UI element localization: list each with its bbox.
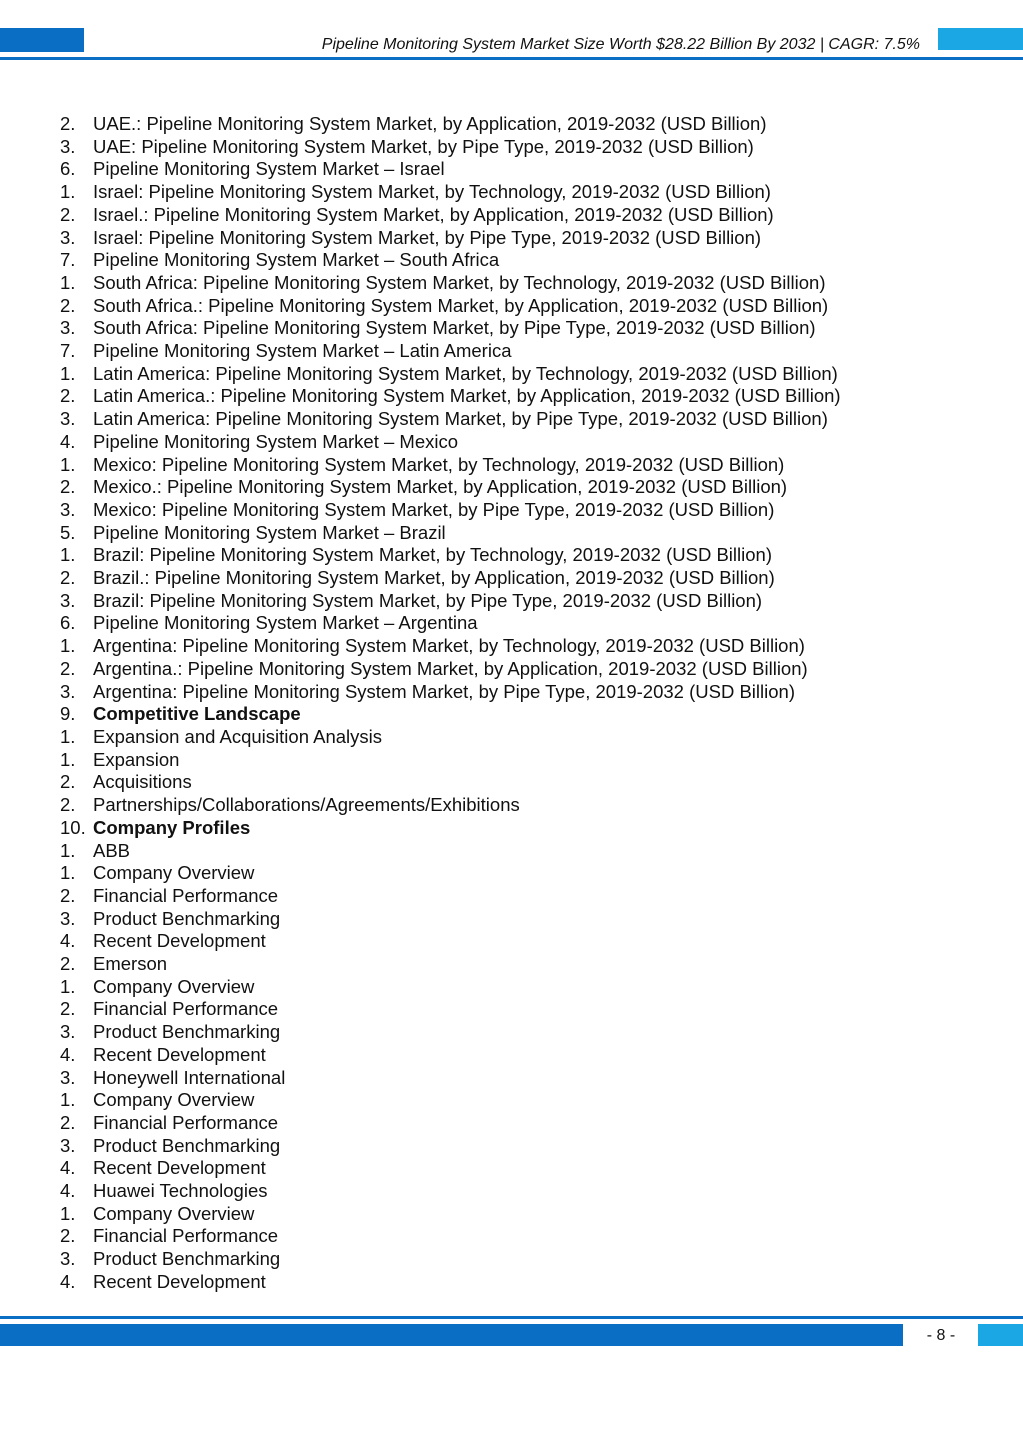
toc-entry — [60, 249, 841, 272]
toc-entry-text: Mexico.: Pipeline Monitoring System Market, by Application, 2019-2032 (USD Billion) — [93, 476, 788, 498]
toc-entry-number: 3. — [60, 135, 76, 157]
toc-entry — [60, 612, 841, 635]
toc-entry — [60, 1067, 841, 1090]
toc-entry — [60, 885, 841, 908]
toc-entry-text: Recent Development — [93, 1270, 266, 1292]
toc-entry-number: 3. — [60, 1248, 76, 1270]
toc-entry-text: Financial Performance — [93, 998, 279, 1020]
toc-entry-text: Argentina.: Pipeline Monitoring System Market, by Application, 2019-2032 (USD Billion) — [93, 657, 808, 679]
toc-entry-number: 6. — [60, 612, 76, 634]
toc-entry — [60, 158, 841, 181]
toc-entry — [60, 998, 841, 1021]
toc-entry-number: 2. — [60, 794, 76, 816]
toc-entry-text: Expansion and Acquisition Analysis — [93, 725, 382, 747]
toc-entry — [60, 658, 841, 681]
toc-entry-text: South Africa: Pipeline Monitoring System Market, by Pipe Type, 2019-2032 (USD Billion) — [93, 317, 816, 339]
toc-entry-number: 2. — [60, 385, 76, 407]
toc-entry — [60, 431, 841, 454]
toc-entry — [60, 771, 841, 794]
header-accent-bar-right — [938, 28, 1023, 50]
toc-entry-text: Product Benchmarking — [93, 1134, 281, 1156]
toc-entry-text: South Africa: Pipeline Monitoring System Market, by Technology, 2019-2032 (USD Billion) — [93, 271, 826, 293]
toc-entry-text: UAE: Pipeline Monitoring System Market, by Pipe Type, 2019-2032 (USD Billion) — [93, 135, 754, 157]
toc-entry — [60, 227, 841, 250]
toc-entry-number: 2. — [60, 771, 76, 793]
toc-entry — [60, 136, 841, 159]
toc-entry — [60, 181, 841, 204]
toc-entry — [60, 567, 841, 590]
toc-entry-number: 1. — [60, 271, 76, 293]
toc-entry-number: 3. — [60, 498, 76, 520]
toc-entry — [60, 749, 841, 772]
footer-divider — [0, 1316, 1023, 1319]
toc-entry-number: 1. — [60, 975, 76, 997]
toc-entry-number: 1. — [60, 635, 76, 657]
toc-entry — [60, 499, 841, 522]
toc-entry — [60, 953, 841, 976]
header-divider — [0, 57, 1023, 60]
toc-entry-number: 2. — [60, 1225, 76, 1247]
toc-entry — [60, 1248, 841, 1271]
toc-entry — [60, 590, 841, 613]
toc-entry-text: Israel: Pipeline Monitoring System Market, by Technology, 2019-2032 (USD Billion) — [93, 181, 771, 203]
toc-entry — [60, 544, 841, 567]
toc-entry-number: 1. — [60, 748, 76, 770]
toc-entry-text: Brazil.: Pipeline Monitoring System Market, by Application, 2019-2032 (USD Billion) — [93, 567, 775, 589]
footer-accent-bar-right — [978, 1324, 1023, 1346]
toc-entry — [60, 204, 841, 227]
toc-entry-text: Israel: Pipeline Monitoring System Market, by Pipe Type, 2019-2032 (USD Billion) — [93, 226, 762, 248]
toc-entry-number: 3. — [60, 1134, 76, 1156]
toc-entry-number: 4. — [60, 930, 76, 952]
toc-entry — [60, 794, 841, 817]
toc-entry-text: Financial Performance — [93, 884, 279, 906]
toc-entry — [60, 817, 841, 840]
toc-entry-number: 1. — [60, 1202, 76, 1224]
toc-entry — [60, 522, 841, 545]
toc-entry-text: Pipeline Monitoring System Market – Israel — [93, 158, 445, 180]
toc-entry-number: 1. — [60, 839, 76, 861]
toc-entry-number: 1. — [60, 453, 76, 475]
toc-entry-number: 1. — [60, 1089, 76, 1111]
toc-entry-text: Pipeline Monitoring System Market – Brazil — [93, 521, 446, 543]
footer-accent-bar-left — [0, 1324, 903, 1346]
toc-entry-number: 7. — [60, 340, 76, 362]
toc-entry-text: Expansion — [93, 748, 180, 770]
toc-entry-text: Recent Development — [93, 930, 266, 952]
toc-entry-number: 3. — [60, 1021, 76, 1043]
toc-entry — [60, 1203, 841, 1226]
toc-entry-number: 2. — [60, 657, 76, 679]
toc-entry — [60, 317, 841, 340]
toc-entry-text: Pipeline Monitoring System Market – Mexico — [93, 430, 459, 452]
toc-entry-text: Emerson — [93, 953, 168, 975]
toc-entry — [60, 726, 841, 749]
toc-entry — [60, 295, 841, 318]
toc-entry-number: 2. — [60, 953, 76, 975]
toc-entry-text: Pipeline Monitoring System Market – Argentina — [93, 612, 478, 634]
toc-entry — [60, 385, 841, 408]
toc-entry-text: Competitive Landscape — [93, 703, 301, 725]
toc-entry-number: 5. — [60, 521, 76, 543]
toc-entry — [60, 681, 841, 704]
toc-entry-text: Mexico: Pipeline Monitoring System Market, by Pipe Type, 2019-2032 (USD Billion) — [93, 498, 775, 520]
toc-entry-text: Recent Development — [93, 1043, 266, 1065]
toc-entry-number: 2. — [60, 113, 76, 134]
toc-entry-text: Argentina: Pipeline Monitoring System Market, by Pipe Type, 2019-2032 (USD Billion) — [93, 680, 795, 702]
page-header-title: Pipeline Monitoring System Market Size Worth $28.22 Billion By 2032 | CAGR: 7.5% — [321, 36, 920, 53]
toc-entry-number: 3. — [60, 408, 76, 430]
toc-entry-text: Company Overview — [93, 1202, 255, 1224]
toc-entry-text: Partnerships/Collaborations/Agreements/Exhibitions — [93, 794, 520, 816]
toc-entry — [60, 1089, 841, 1112]
toc-entry-text: Israel.: Pipeline Monitoring System Market, by Application, 2019-2032 (USD Billion) — [93, 203, 774, 225]
toc-entry-text: ABB — [93, 839, 131, 861]
toc-entry-number: 6. — [60, 158, 76, 180]
toc-entry — [60, 1021, 841, 1044]
toc-entry-number: 2. — [60, 567, 76, 589]
header-accent-bar-left — [0, 28, 84, 52]
toc-entry-number: 10. — [60, 816, 86, 838]
toc-entry-number: 4. — [60, 1270, 76, 1292]
toc-entry-text: Honeywell International — [93, 1066, 286, 1088]
toc-entry-number: 1. — [60, 862, 76, 884]
toc-entry-number: 3. — [60, 317, 76, 339]
toc-entry-text: Brazil: Pipeline Monitoring System Market, by Technology, 2019-2032 (USD Billion) — [93, 544, 772, 566]
toc-entry-text: UAE.: Pipeline Monitoring System Market, by Application, 2019-2032 (USD Billion) — [93, 113, 767, 134]
toc-entry — [60, 930, 841, 953]
toc-entry-number: 3. — [60, 1066, 76, 1088]
toc-entry-number: 2. — [60, 1111, 76, 1133]
toc-entry — [60, 703, 841, 726]
toc-entry-text: Latin America: Pipeline Monitoring System Market, by Pipe Type, 2019-2032 (USD Billion) — [93, 408, 828, 430]
toc-entry-number: 7. — [60, 249, 76, 271]
toc-entry — [60, 908, 841, 931]
toc-entry-number: 1. — [60, 725, 76, 747]
toc-entry-text: Argentina: Pipeline Monitoring System Market, by Technology, 2019-2032 (USD Billion) — [93, 635, 805, 657]
toc-entry-number: 1. — [60, 362, 76, 384]
toc-entry-text: Acquisitions — [93, 771, 192, 793]
toc-entry-number: 4. — [60, 1180, 76, 1202]
toc-entry-text: Pipeline Monitoring System Market – Latin America — [93, 340, 512, 362]
toc-entry-number: 3. — [60, 680, 76, 702]
toc-entry-number: 2. — [60, 203, 76, 225]
toc-entry-number: 1. — [60, 181, 76, 203]
toc-entry-text: Financial Performance — [93, 1225, 279, 1247]
toc-entry — [60, 1225, 841, 1248]
toc-entry — [60, 1135, 841, 1158]
toc-entry-number: 3. — [60, 589, 76, 611]
toc-entry-text: Latin America.: Pipeline Monitoring System Market, by Application, 2019-2032 (USD Billion) — [93, 385, 841, 407]
toc-entry-text: Company Overview — [93, 975, 255, 997]
toc-entry-number: 2. — [60, 294, 76, 316]
toc-entry — [60, 840, 841, 863]
toc-entry — [60, 340, 841, 363]
toc-entry-number: 1. — [60, 544, 76, 566]
toc-entry-number: 9. — [60, 703, 76, 725]
toc-entry-text: Recent Development — [93, 1157, 266, 1179]
toc-entry-text: South Africa.: Pipeline Monitoring System Market, by Application, 2019-2032 (USD Billion) — [93, 294, 829, 316]
toc-entry-text: Latin America: Pipeline Monitoring System Market, by Technology, 2019-2032 (USD Billion) — [93, 362, 838, 384]
table-of-contents-list — [60, 113, 841, 1294]
toc-entry-number: 4. — [60, 1043, 76, 1065]
toc-entry — [60, 862, 841, 885]
toc-entry — [60, 476, 841, 499]
toc-entry — [60, 635, 841, 658]
toc-entry-text: Product Benchmarking — [93, 907, 281, 929]
toc-entry-number: 4. — [60, 1157, 76, 1179]
toc-entry-number: 2. — [60, 998, 76, 1020]
toc-entry-number: 3. — [60, 907, 76, 929]
toc-entry-text: Mexico: Pipeline Monitoring System Market, by Technology, 2019-2032 (USD Billion) — [93, 453, 785, 475]
page-number: - 8 - — [926, 1327, 956, 1344]
toc-entry — [60, 272, 841, 295]
toc-entry-number: 2. — [60, 884, 76, 906]
toc-entry — [60, 408, 841, 431]
toc-entry-number: 3. — [60, 226, 76, 248]
toc-entry-text: Brazil: Pipeline Monitoring System Market, by Pipe Type, 2019-2032 (USD Billion) — [93, 589, 763, 611]
toc-entry — [60, 976, 841, 999]
toc-entry-text: Product Benchmarking — [93, 1248, 281, 1270]
toc-entry-text: Company Profiles — [93, 816, 251, 838]
toc-entry-number: 4. — [60, 430, 76, 452]
toc-entry-text: Company Overview — [93, 862, 255, 884]
toc-entry-text: Pipeline Monitoring System Market – South Africa — [93, 249, 500, 271]
toc-entry — [60, 1112, 841, 1135]
toc-entry-text: Huawei Technologies — [93, 1180, 268, 1202]
toc-entry — [60, 1271, 841, 1294]
toc-entry — [60, 1157, 841, 1180]
toc-entry-text: Product Benchmarking — [93, 1021, 281, 1043]
toc-entry — [60, 363, 841, 386]
toc-entry-text: Financial Performance — [93, 1111, 279, 1133]
toc-entry — [60, 113, 841, 136]
toc-entry-text: Company Overview — [93, 1089, 255, 1111]
toc-entry — [60, 1180, 841, 1203]
toc-entry-number: 2. — [60, 476, 76, 498]
toc-entry — [60, 454, 841, 477]
toc-entry — [60, 1044, 841, 1067]
